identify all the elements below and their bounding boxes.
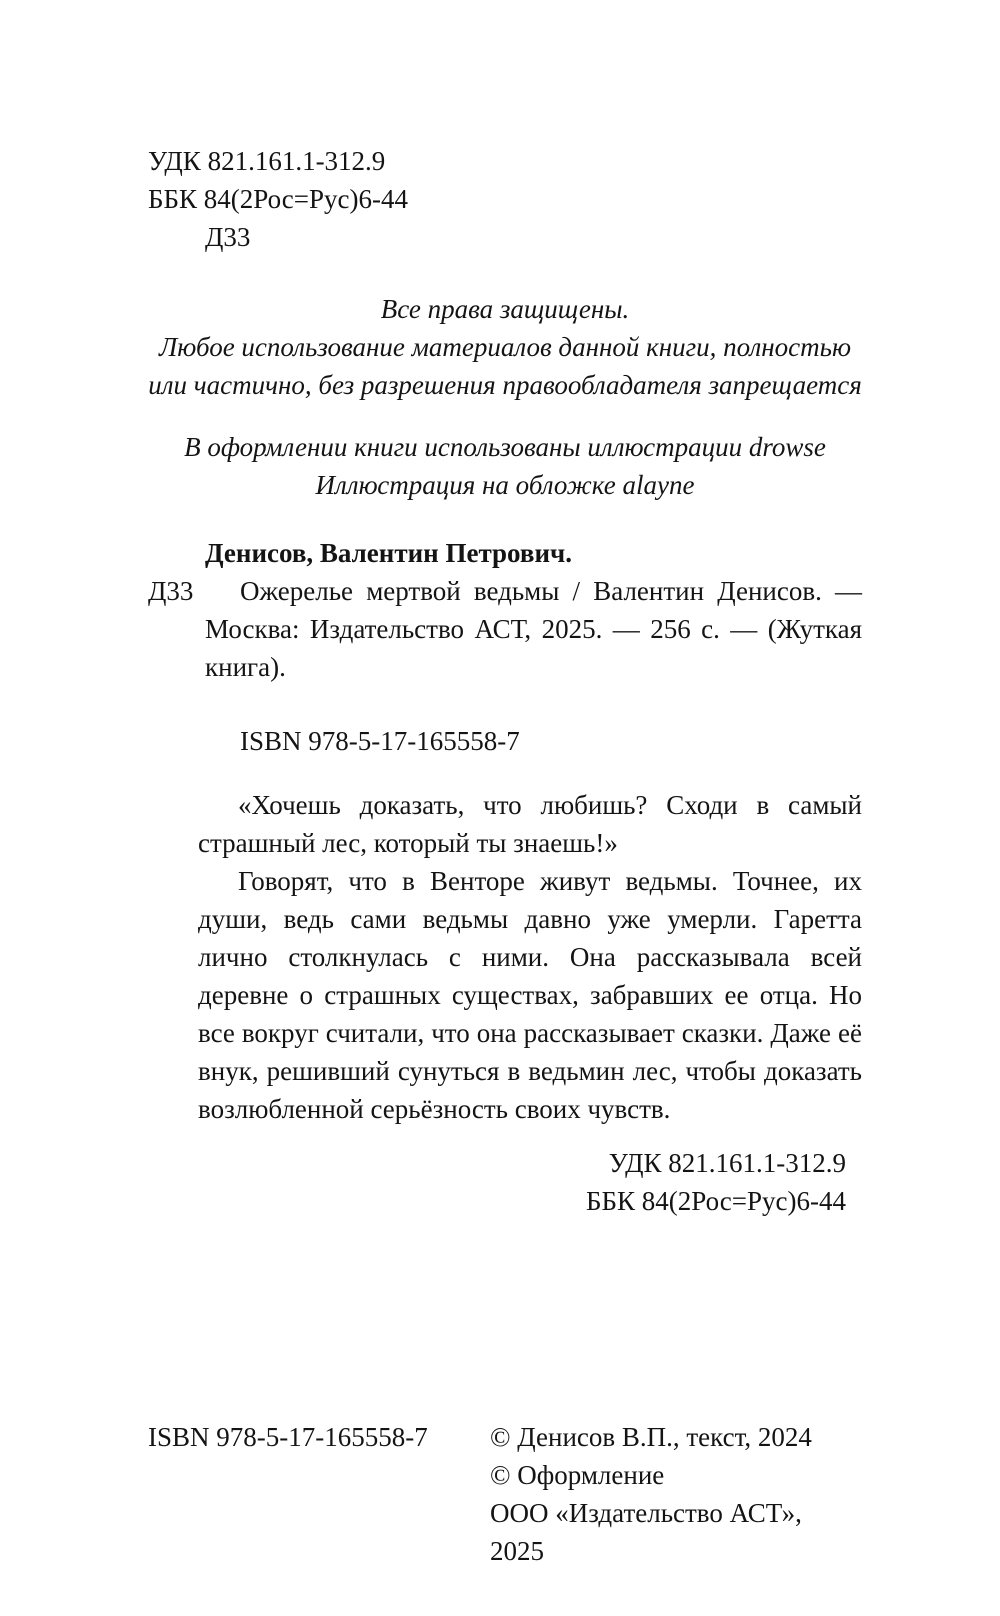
udk-code-bottom: УДК 821.161.1-312.9: [608, 1148, 846, 1178]
footer: [148, 1418, 862, 1570]
footer-isbn: ISBN 978-5-17-165558-7: [148, 1422, 428, 1452]
copyright-author-text: © Денисов В.П., текст, 2024: [490, 1422, 812, 1452]
copyright-block: [490, 1418, 862, 1570]
udk-code-top: УДК 821.161.1-312.9: [148, 146, 386, 176]
catalog-entry: [148, 534, 862, 760]
credit-line-cover: Иллюстрация на обложке alayne: [315, 470, 695, 500]
copyright-design: © Оформление: [490, 1460, 665, 1490]
margin-author-sign-code: Д33: [148, 576, 194, 606]
annotation: [198, 786, 862, 1128]
author-sign-code-top: Д33: [205, 222, 251, 252]
catalog-description: [148, 572, 862, 686]
rights-line-1: Все права защищены.: [380, 294, 630, 324]
illustration-credits: [148, 428, 862, 504]
catalog-author-heading: Денисов, Валентин Петрович.: [205, 538, 572, 568]
classification-codes-bottom: [148, 1144, 862, 1220]
rights-notice: [148, 290, 862, 404]
credit-line-illustrations: В оформлении книги использованы иллюстрации drowse: [184, 432, 826, 462]
rights-line-3: или частично, без разрешения правообладателя запрещается: [148, 370, 862, 400]
catalog-isbn: ISBN 978-5-17-165558-7: [240, 726, 520, 756]
rights-line-2: Любое использование материалов данной книги, полностью: [159, 332, 851, 362]
bbk-code-top: ББК 84(2Рос=Рус)6-44: [148, 184, 408, 214]
bbk-code-bottom: ББК 84(2Рос=Рус)6-44: [586, 1186, 846, 1216]
catalog-description-text: Ожерелье мертвой ведьмы / Валентин Денисов. — Москва: Издательство АСТ, 2025. — 256 с. — (Жуткая книга).: [205, 576, 862, 682]
classification-codes-top: [148, 142, 862, 256]
annotation-summary: Говорят, что в Венторе живут ведьмы. Точнее, их души, ведь сами ведьмы давно уже умерли. Гаретта лично столкнулась с ними. Она рассказывала всей деревне о страшных существах, забравших ее отца. Но все вокруг считали, что она рассказывает сказки. Даже её внук, решивший сунуться в ведьмин лес, чтобы доказать возлюбленной серьёзность своих чувств.: [198, 866, 862, 1124]
copyright-publisher: ООО «Издательство АСТ», 2025: [490, 1498, 802, 1566]
annotation-quote: «Хочешь доказать, что любишь? Сходи в самый страшный лес, который ты знаешь!»: [198, 790, 862, 858]
